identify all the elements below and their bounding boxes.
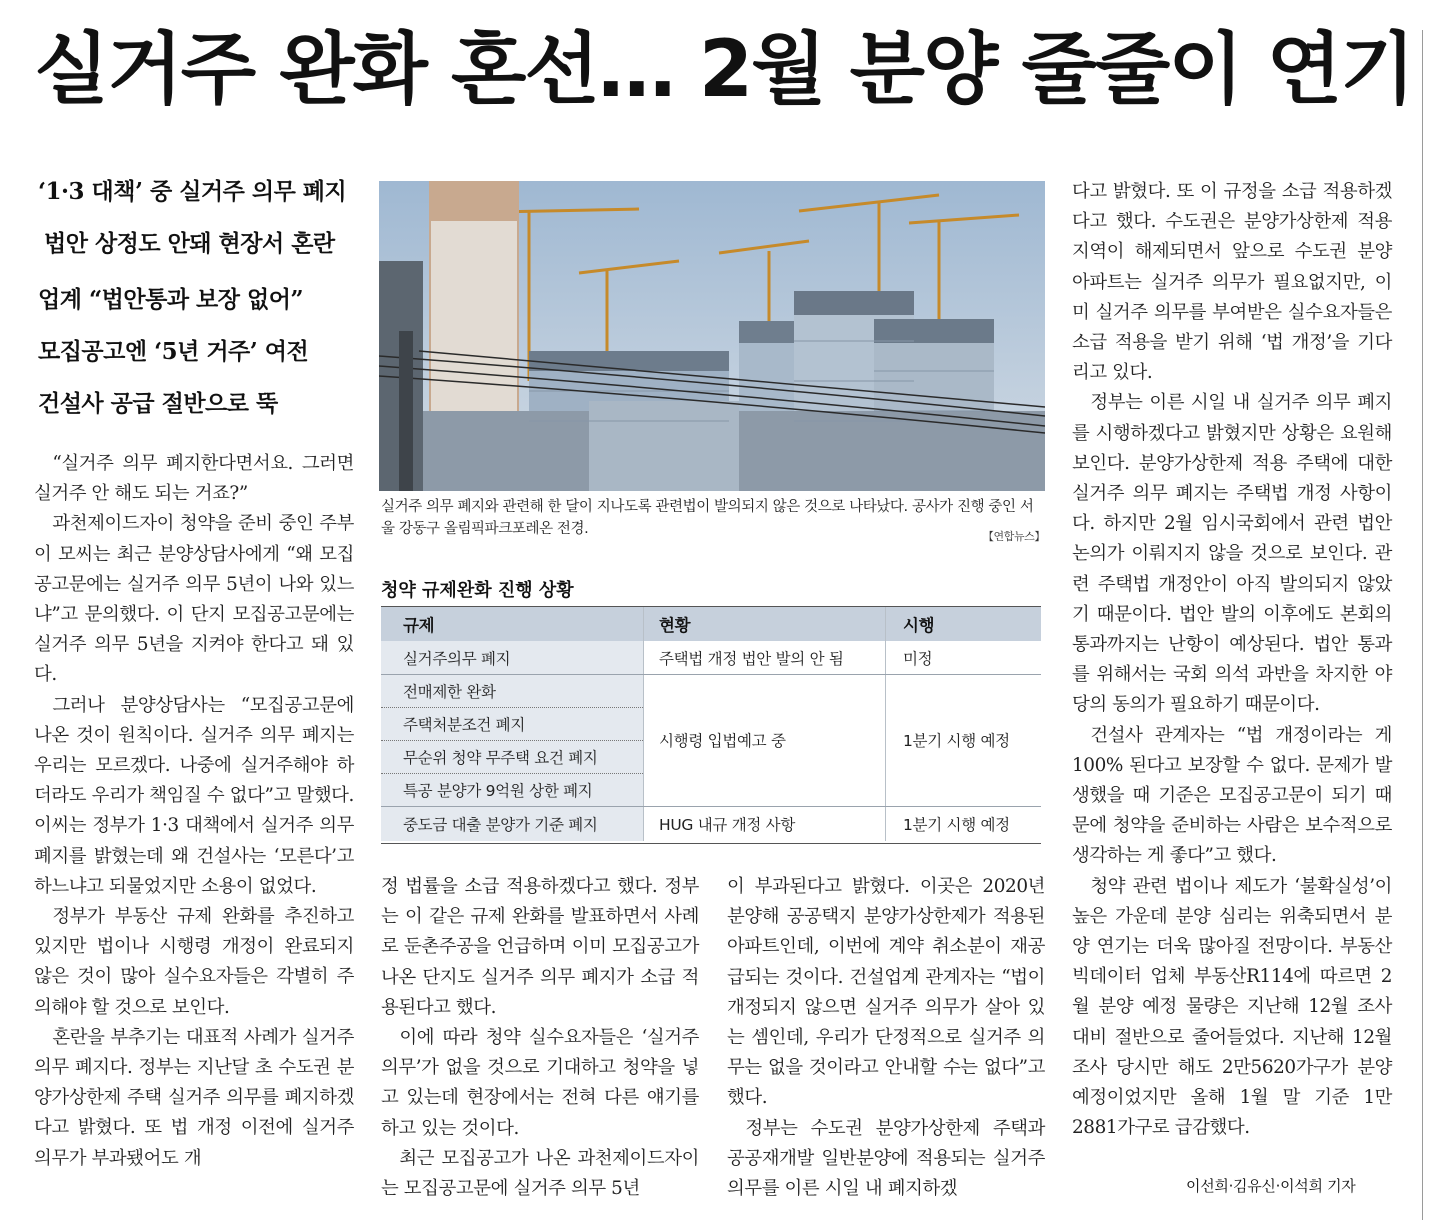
photo-illustration — [379, 181, 1045, 491]
paragraph: 그러나 분양상담사는 “모집공고문에 나온 것이 원칙이다. 실거주 의무 폐지는 우리는 모르겠다. 나중에 실거주해야 하더라도 우리가 책임질 수 없다”고 말했다. 이씨는 정부가 1·3 대책에서 실거주 의무 폐지를 밝혔는데 왜 건설사는 ‘모른다’고 하느냐고 되물었지만 소용이 없었다. — [34, 694, 354, 897]
paragraph: 정 법률을 소급 적용하겠다고 했다. 정부는 이 같은 규제 완화를 발표하면서 사례로 둔촌주공을 언급하며 이미 모집공고가 나온 단지도 실거주 의무 폐지가 소급 적용된다고 했다. — [381, 876, 699, 1018]
paragraph: 건설사 관계자는 “법 개정이라는 게 100% 된다고 보장할 수 없다. 문제가 발생했을 때 기준은 모집공고문이 되기 때문에 청약을 준비하는 사람은 보수적으로 생각하는 게 좋다”고 했다. — [1072, 724, 1392, 867]
paragraph: 혼란을 부추기는 대표적 사례가 실거주 의무 폐지다. 정부는 지난달 초 수도권 분양가상한제 주택 실거주 의무를 폐지하겠다고 밝혔다. 또 법 개정 이전에 실거주 의무가 부과됐어도 개 — [34, 1026, 354, 1169]
regulation-status-table — [381, 606, 1041, 844]
table-cell-regulation: 실거주의무 폐지 — [403, 649, 511, 668]
paragraph: 정부는 이른 시일 내 실거주 의무 폐지를 시행하겠다고 밝혔지만 상황은 요원해 보인다. 분양가상한제 적용 주택에 대한 실거주 의무 폐지는 주택법 개정 사항이다. 하지만 2월 임시국회에서 관련 법안 논의가 이뤄지지 않을 것으로 보인다. 관련 주택법 개정안이 아직 발의되지 않았기 때문이다. 법안 발의 이후에도 본회의 통과까지는 난항이 예상된다. 법안 통과를 위해서는 국회 의석 과반을 차지한 야당의 동의가 필요하기 때문이다. — [1072, 392, 1392, 716]
paragraph: 최근 모집공고가 나온 과천제이드자이는 모집공고문에 실거주 의무 5년 — [381, 1147, 699, 1200]
table-cell-effective: 1분기 시행 예정 — [903, 732, 1010, 750]
paragraph: 과천제이드자이 청약을 준비 중인 주부 이 모씨는 최근 분양상담사에게 “왜 모집공고문에는 실거주 의무 5년이 나와 있느냐”고 문의했다. 이 단지 모집공고문에는 실거주 의무 5년을 지켜야 한다고 돼 있다. — [34, 513, 354, 686]
table-cell-status: HUG 내규 개정 사항 — [659, 815, 796, 834]
subhead-line: 모집공고엔 ‘5년 거주’ 여전 — [38, 338, 309, 365]
table-cell-status: 시행령 입법예고 중 — [659, 732, 786, 750]
subhead-line: 업계 “법안통과 보장 없어” — [38, 286, 304, 313]
paragraph: 정부는 수도권 분양가상한제 주택과 공공재개발 일반분양에 적용되는 실거주 의무를 이른 시일 내 폐지하겠 — [727, 1117, 1045, 1200]
table-header-background — [381, 607, 1041, 641]
table-cell-effective: 1분기 시행 예정 — [903, 815, 1010, 834]
table-cell-effective: 미정 — [903, 649, 933, 668]
subhead-group-1 — [38, 166, 368, 270]
construction-site-photo — [379, 181, 1045, 491]
article-column-4 — [1072, 177, 1392, 1144]
byline: 이선희·김유신·이석희 기자 — [1186, 1177, 1356, 1195]
paragraph: “실거주 의무 폐지한다면서요. 그러면 실거주 안 해도 되는 거죠?” — [34, 453, 354, 505]
photo-caption: 실거주 의무 폐지와 관련해 한 달이 지나도록 관련법이 발의되지 않은 것으로 나타났다. 공사가 진행 중인 서울 강동구 올림픽파크포레온 전경. — [381, 499, 1034, 537]
paragraph: 다고 밝혔다. 또 이 규정을 소급 적용하겠다고 했다. 수도권은 분양가상한제 적용 지역이 해제되면서 앞으로 수도권 분양 아파트는 실거주 의무가 필요없지만, 이미 실거주 의무를 부여받은 실수요자들은 소급 적용을 받기 위해 ‘법 개정’을 기다리고 있다. — [1072, 181, 1392, 384]
paragraph: 이에 따라 청약 실수요자들은 ‘실거주 의무’가 없을 것으로 기대하고 청약을 넣고 있는데 현장에서는 전혀 다른 얘기를 하고 있는 것이다. — [381, 1027, 699, 1139]
article-column-3 — [727, 872, 1045, 1204]
table-header-regulation: 규제 — [403, 616, 435, 635]
table-cell-regulation: 전매제한 완화 — [403, 682, 496, 701]
table-header-effective: 시행 — [903, 616, 935, 635]
subhead-line: 법안 상정도 안돼 현장서 혼란 — [44, 230, 335, 257]
headline: 실거주 완화 혼선… 2월 분양 줄줄이 연기 — [34, 25, 1414, 115]
article-column-2 — [381, 872, 699, 1204]
photo-credit: 【연합뉴스】 — [982, 530, 1045, 543]
table-cell-status: 주택법 개정 법안 발의 안 됨 — [659, 649, 844, 668]
table-cell-regulation: 무순위 청약 무주택 요건 폐지 — [403, 748, 598, 767]
paragraph: 정부가 부동산 규제 완화를 추진하고 있지만 법이나 시행령 개정이 완료되지 않은 것이 많아 실수요자들은 각별히 주의해야 할 것으로 보인다. — [34, 906, 354, 1018]
page-divider-line — [1422, 30, 1423, 1220]
paragraph: 청약 관련 법이나 제도가 ‘불확실성’이 높은 가운데 분양 심리는 위축되면서 분양 연기는 더욱 많아질 전망이다. 부동산 빅데이터 업체 부동산R114에 따르면 2월 분양 예정 물량은 지난해 12월 조사 대비 절반으로 줄어들었다. 지난해 12월 조사 당시만 해도 2만5620가구가 분양 예정이었지만 올해 1월 말 기준 1만2881가구로 급감했다. — [1072, 875, 1392, 1139]
subhead-group-2 — [38, 274, 368, 430]
table-title: 청약 규제완화 진행 상황 — [381, 580, 574, 601]
photo-caption-block — [381, 496, 1045, 543]
table-header-status: 현황 — [659, 616, 691, 635]
subhead-line: 건설사 공급 절반으로 뚝 — [38, 390, 278, 417]
article-column-1 — [34, 449, 354, 1174]
table-cell-regulation: 특공 분양가 9억원 상한 폐지 — [403, 781, 593, 800]
paragraph: 이 부과된다고 밝혔다. 이곳은 2020년 분양해 공공택지 분양가상한제가 적용된 아파트인데, 이번에 계약 취소분이 재공급되는 것이다. 건설업계 관계자는 “법이 개정되지 않으면 실거주 의무가 살아 있는 셈인데, 우리가 단정적으로 실거주 의무는 없을 것이라고 안내할 수는 없다”고 했다. — [727, 876, 1045, 1109]
table-cell-regulation: 주택처분조건 폐지 — [403, 715, 526, 734]
table-cell-regulation: 중도금 대출 분양가 기준 폐지 — [403, 815, 598, 834]
subhead-line: ‘1·3 대책’ 중 실거주 의무 폐지 — [38, 178, 347, 205]
